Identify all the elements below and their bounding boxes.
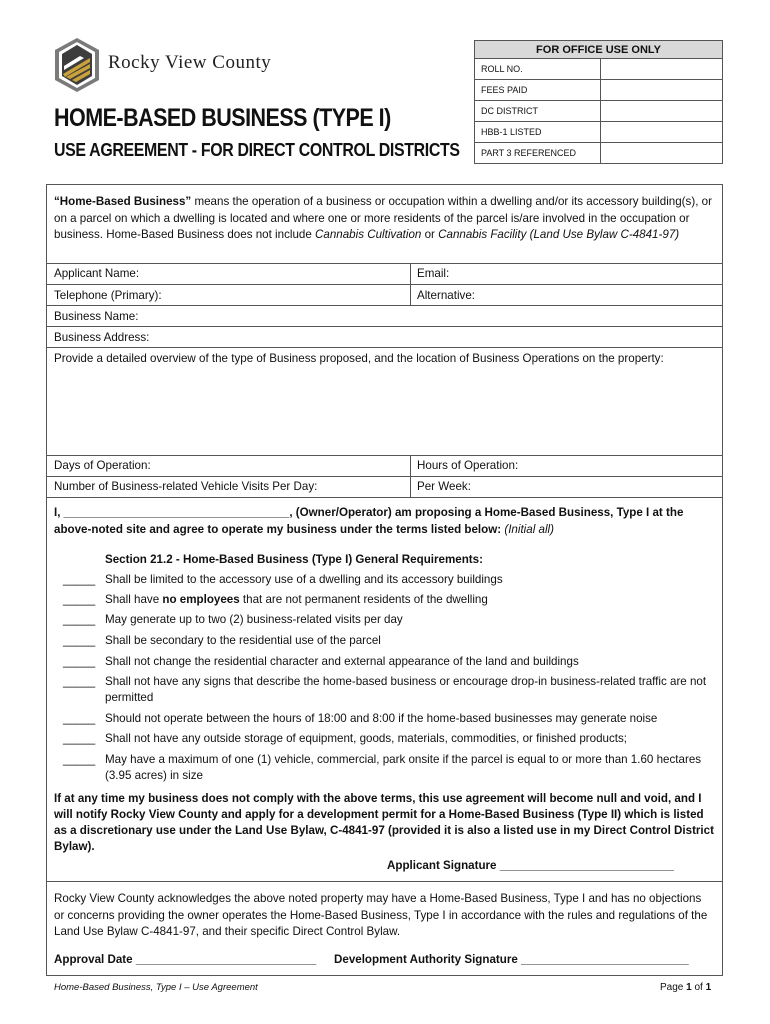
office-row-value[interactable] (601, 122, 723, 143)
requirement-text-part: that are not permanent residents of the dwelling (239, 593, 488, 606)
applicant-signature-line[interactable]: Applicant Signature ___________________________ (387, 859, 674, 872)
definition-text: means the operation of a business or occupation within a dwelling and/or its accessory building(s), or on a parcel on which a dwelling is located and where one or more residents of the parcel is/are involved in the occupation or business. Home-Based Business does not include (54, 195, 712, 241)
requirement-text-part: Shall have (105, 593, 163, 606)
requirement-text: Shall not have any signs that describe the home-based business or encourage drop-in business-related traffic are not permitted (105, 675, 707, 704)
requirement-text: Shall be secondary to the residential use of the parcel (105, 634, 381, 647)
requirement-text: May have a maximum of one (1) vehicle, commercial, park onsite if the parcel is equal to or more than 1.60 hectares (3.95 acres) in size (105, 753, 702, 782)
page-prefix: Page (660, 982, 687, 993)
office-row-value[interactable] (601, 143, 723, 164)
applicant-name-field[interactable]: Applicant Name: (54, 267, 140, 280)
vehicle-visits-day-field[interactable]: Number of Business-related Vehicle Visits Per Day: (54, 480, 318, 493)
definition-text: or (421, 228, 439, 241)
initial-blank[interactable]: _____ (63, 712, 96, 725)
hours-of-operation-field[interactable]: Hours of Operation: (417, 459, 519, 472)
office-row-label: DC DISTRICT (475, 101, 601, 122)
email-field[interactable]: Email: (417, 267, 450, 280)
requirements-heading: Section 21.2 - Home-Based Business (Type I) General Requirements: (105, 553, 483, 566)
business-address-field[interactable]: Business Address: (54, 331, 150, 344)
office-row-value[interactable] (601, 59, 723, 80)
business-name-field[interactable]: Business Name: (54, 310, 139, 323)
requirement-text: Shall be limited to the accessory use of a dwelling and its accessory buildings (105, 573, 503, 586)
county-acknowledgement: Rocky View County acknowledges the above noted property may have a Home-Based Business, Type I and has no objections or concerns providing the owner operates the Home-Based Business, Type I in accordance with the rules and regulations of the Land Use Bylaw C-4841-97, and their specific Direct Control Bylaw. (54, 892, 708, 938)
footer-page-number (660, 982, 711, 993)
agreement-form (46, 184, 723, 976)
page-total: 1 (705, 982, 712, 993)
requirement-emphasis: no employees (162, 593, 240, 606)
office-row-value[interactable] (601, 101, 723, 122)
telephone-field[interactable]: Telephone (Primary): (54, 289, 162, 302)
alternative-phone-field[interactable]: Alternative: (417, 289, 475, 302)
owner-statement[interactable] (54, 505, 714, 538)
initial-blank[interactable]: _____ (63, 593, 96, 606)
development-authority-signature-line[interactable]: Development Authority Signature __________________________ (334, 953, 689, 966)
footer-document-title: Home-Based Business, Type I – Use Agreement (54, 982, 258, 993)
office-row-label: HBB-1 LISTED (475, 122, 601, 143)
statement-text: I, ___________________________________, (Owner/Operator) am proposing a Home-Based Business, Type I at the above-noted site and agree to operate my business under the terms listed below: (54, 506, 684, 536)
vehicle-visits-week-field[interactable]: Per Week: (417, 480, 471, 493)
requirement-text: Should not operate between the hours of 18:00 and 8:00 if the home-based businesses may generate noise (105, 712, 658, 725)
definition-term: “Home-Based Business” (54, 195, 192, 208)
initial-blank[interactable]: _____ (63, 732, 96, 745)
compliance-warning: If at any time my business does not comply with the above terms, this use agreement will become null and void, and I will notify Rocky View County and apply for a development permit for a Home-Based Business (Type II) which is listed as a discretionary use under the Land Use Bylaw, C-4841-97 (provided it is also a listed use in my Direct Control District Bylaw). (54, 792, 714, 853)
definition-exclusion: Cannabis Facility (Land Use Bylaw C-4841-97) (438, 228, 680, 241)
initial-blank[interactable]: _____ (63, 613, 96, 626)
requirement-text: Shall not change the residential character and external appearance of the land and buildings (105, 655, 579, 668)
initial-blank[interactable]: _____ (63, 655, 96, 668)
definition-exclusion: Cannabis Cultivation (315, 228, 422, 241)
page-separator: of (691, 982, 706, 993)
page-title: HOME-BASED BUSINESS (TYPE I) (54, 104, 391, 132)
requirement-text: May generate up to two (2) business-related visits per day (105, 613, 403, 626)
approval-date-line[interactable]: Approval Date ____________________________ (54, 953, 317, 966)
office-row-label: PART 3 REFERENCED (475, 143, 601, 164)
business-overview-field[interactable]: Provide a detailed overview of the type of Business proposed, and the location of Business Operations on the property: (54, 352, 664, 365)
requirement-text: Shall not have any outside storage of equipment, goods, materials, commodities, or finished products; (105, 732, 628, 745)
office-row-value[interactable] (601, 80, 723, 101)
initial-blank[interactable]: _____ (63, 634, 96, 647)
rocky-view-county-logo (52, 36, 102, 94)
organization-name: Rocky View County (108, 52, 272, 73)
office-use-table (474, 40, 723, 164)
office-row-label: ROLL NO. (475, 59, 601, 80)
statement-note: (Initial all) (504, 522, 554, 536)
page-subtitle: USE AGREEMENT - FOR DIRECT CONTROL DISTRICTS (54, 139, 460, 160)
days-of-operation-field[interactable]: Days of Operation: (54, 459, 151, 472)
office-row-label: FEES PAID (475, 80, 601, 101)
initial-blank[interactable]: _____ (63, 573, 96, 586)
definition-paragraph (54, 194, 714, 244)
initial-blank[interactable]: _____ (63, 675, 96, 688)
office-use-heading: FOR OFFICE USE ONLY (475, 41, 723, 59)
initial-blank[interactable]: _____ (63, 753, 96, 766)
requirement-text (105, 592, 715, 608)
page-current: 1 (686, 982, 692, 993)
